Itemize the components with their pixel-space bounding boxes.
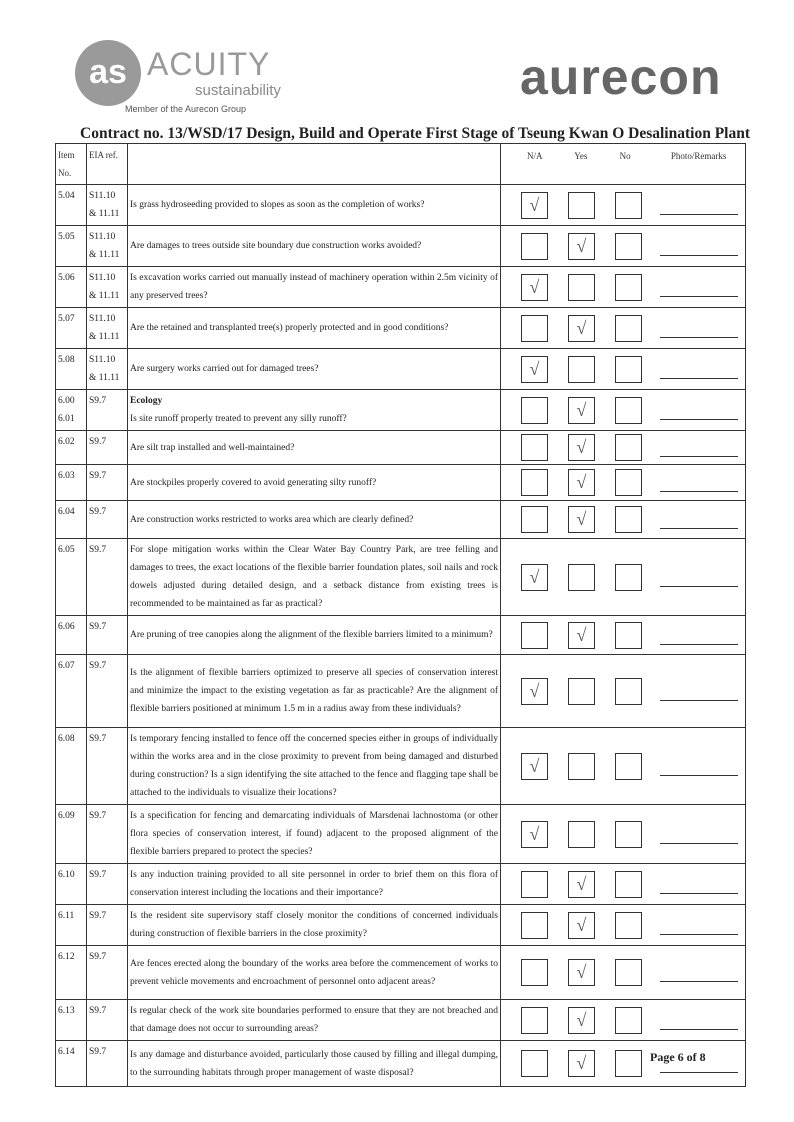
checkbox-na[interactable]: [521, 274, 548, 301]
item-no: 6.10: [56, 864, 87, 905]
question: [128, 539, 501, 616]
checkbox-na[interactable]: [521, 753, 548, 780]
item-no: 6.03: [56, 465, 87, 501]
question: [128, 267, 501, 308]
acuity-logo-mark: as: [75, 40, 141, 106]
question-text: Is regular check of the work site boundaries performed to ensure that they are not breached and that damage does not occur to surrounding areas?: [130, 1006, 498, 1034]
item-no: 5.05: [56, 226, 87, 267]
item-no: 6.12: [56, 946, 87, 1000]
question-text: Is site runoff properly treated to prevent any silly runoff?: [130, 414, 347, 424]
question: [128, 431, 501, 465]
checkbox-na[interactable]: [521, 959, 548, 986]
checklist-table: [55, 143, 746, 1087]
checkbox-na[interactable]: [521, 397, 548, 424]
item-no: 6.06: [56, 616, 87, 655]
checkbox-na[interactable]: [521, 622, 548, 649]
eia-ref: S11.10 & 11.11: [87, 308, 128, 349]
remarks-field[interactable]: [660, 875, 738, 894]
checkbox-na[interactable]: [521, 469, 548, 496]
item-no: 5.07: [56, 308, 87, 349]
checkmark-icon: √: [529, 276, 540, 297]
checkbox-no[interactable]: [615, 821, 642, 848]
checkbox-na[interactable]: [521, 356, 548, 383]
item-no: 6.11: [56, 905, 87, 946]
checkbox-yes[interactable]: [568, 1007, 595, 1034]
remarks-field[interactable]: [660, 278, 738, 297]
checkbox-no[interactable]: [615, 469, 642, 496]
checkbox-yes[interactable]: [568, 274, 595, 301]
table-row: [56, 1041, 746, 1087]
table-row: [56, 465, 746, 501]
checkbox-yes[interactable]: [568, 912, 595, 939]
checkbox-no[interactable]: [615, 912, 642, 939]
remarks-field[interactable]: [660, 438, 738, 457]
eia-ref: S9.7: [87, 501, 128, 539]
checkbox-yes[interactable]: [568, 959, 595, 986]
checkmark-icon: √: [576, 1053, 587, 1073]
checkmark-icon: √: [576, 235, 587, 256]
checkmark-icon: √: [576, 399, 587, 420]
question-text: For slope mitigation works within the Clear Water Bay Country Park, are tree felling and damages to trees, the exact locations of the flexible barrier foundation plates, soil nails and rock dowels adjusted during detailed design, and a setback distance from existing trees is recommended to be maintained as far as practical?: [130, 545, 498, 609]
checkbox-na[interactable]: [521, 315, 548, 342]
checkbox-no[interactable]: [615, 564, 642, 591]
question-text: Are surgery works carried out for damaged trees?: [130, 364, 319, 374]
item-no: 6.08: [56, 728, 87, 805]
question-text: Are fences erected along the boundary of the works area before the commencement of works to prevent vehicle movements and encroachment of personnel onto adjacent areas?: [130, 958, 498, 987]
item-no: 6.05: [56, 539, 87, 616]
table-row: [56, 946, 746, 1000]
checkmark-icon: √: [529, 194, 540, 215]
question-text: Are damages to trees outside site boundary due construction works avoided?: [130, 241, 422, 251]
eia-ref: S9.7: [87, 1000, 128, 1041]
col-na-header: N/A: [527, 151, 543, 161]
checkmark-icon: √: [529, 358, 540, 379]
checkmark-icon: √: [529, 755, 540, 776]
eia-ref: S9.7: [87, 728, 128, 805]
remarks-field[interactable]: [660, 916, 738, 935]
remarks-field[interactable]: [660, 1011, 738, 1030]
remarks-field[interactable]: [660, 825, 738, 844]
checkbox-yes[interactable]: [568, 871, 595, 898]
section-heading: Ecology: [130, 396, 163, 406]
remarks-field[interactable]: [660, 568, 738, 587]
question: [128, 1041, 501, 1087]
question: [128, 946, 501, 1000]
eia-ref: S9.7: [87, 390, 128, 431]
table-row: [56, 905, 746, 946]
question: [128, 308, 501, 349]
checkbox-yes[interactable]: [568, 1050, 595, 1077]
checkbox-yes[interactable]: [568, 821, 595, 848]
checkbox-na[interactable]: [521, 912, 548, 939]
checkbox-yes[interactable]: [568, 469, 595, 496]
checkbox-yes[interactable]: [568, 356, 595, 383]
table-row: [56, 390, 746, 431]
eia-ref: S11.10 & 11.11: [87, 226, 128, 267]
eia-ref: S9.7: [87, 655, 128, 728]
eia-ref: S9.7: [87, 431, 128, 465]
table-row: [56, 349, 746, 390]
checkbox-yes[interactable]: [568, 233, 595, 260]
checkmark-icon: √: [576, 873, 587, 894]
item-no: 6.07: [56, 655, 87, 728]
checkbox-na[interactable]: [521, 434, 548, 461]
acuity-logo: as ACUITY sustainability Member of the Aurecon Group: [75, 38, 265, 118]
checkbox-no[interactable]: [615, 233, 642, 260]
checkbox-no[interactable]: [615, 753, 642, 780]
col-remarks-header: Photo/Remarks: [670, 151, 727, 161]
checkbox-yes[interactable]: [568, 753, 595, 780]
member-text: Member of the Aurecon Group: [125, 104, 247, 114]
checkbox-no[interactable]: [615, 678, 642, 705]
checkbox-no[interactable]: [615, 315, 642, 342]
item-no: 6.00 6.01: [56, 390, 87, 431]
table-row: [56, 1000, 746, 1041]
col-item-header: Item No.: [56, 144, 87, 185]
question: [128, 655, 501, 728]
question-text: Is a specification for fencing and demarcating individuals of Marsdenai lachnostoma (or other flora species of conservation interest, if found) adjacent to the proposed alignment of the flexible barriers prepared to protect the species?: [130, 811, 498, 857]
remarks-field[interactable]: [660, 682, 738, 701]
remarks-field[interactable]: [660, 319, 738, 338]
aurecon-logo: aurecon: [520, 49, 722, 105]
checkbox-no[interactable]: [615, 274, 642, 301]
eia-ref: S9.7: [87, 864, 128, 905]
checkbox-no[interactable]: [615, 506, 642, 533]
checkbox-na[interactable]: [521, 821, 548, 848]
item-no: 5.08: [56, 349, 87, 390]
table-row: [56, 616, 746, 655]
col-yes-header: Yes: [574, 151, 588, 161]
question: [128, 226, 501, 267]
checkbox-na[interactable]: [521, 1007, 548, 1034]
eia-ref: S9.7: [87, 616, 128, 655]
item-no: 6.13: [56, 1000, 87, 1041]
checkmark-icon: √: [529, 680, 540, 701]
remarks-field[interactable]: [660, 757, 738, 776]
question-text: Is excavation works carried out manually instead of machinery operation within 2.5m vicinity of any preserved trees?: [130, 273, 498, 301]
checkbox-yes[interactable]: [568, 622, 595, 649]
checkbox-yes[interactable]: [568, 434, 595, 461]
question: [128, 349, 501, 390]
checkbox-no[interactable]: [615, 871, 642, 898]
checkbox-yes[interactable]: [568, 678, 595, 705]
question: [128, 465, 501, 501]
checkmark-icon: √: [576, 962, 587, 982]
table-row: [56, 431, 746, 465]
question: [128, 864, 501, 905]
question-text: Is any induction training provided to all site personnel in order to brief them on this flora of conservation interest including the locations and their importance?: [130, 870, 498, 898]
remarks-field[interactable]: [660, 401, 738, 420]
table-row: [56, 728, 746, 805]
remarks-field[interactable]: [660, 360, 738, 379]
remarks-field[interactable]: [660, 626, 738, 645]
eia-ref: S9.7: [87, 905, 128, 946]
eia-ref: S9.7: [87, 539, 128, 616]
table-row: [56, 185, 746, 226]
checkbox-yes[interactable]: [568, 192, 595, 219]
checkbox-na[interactable]: [521, 678, 548, 705]
question-text: Are stockpiles properly covered to avoid generating silty runoff?: [130, 477, 377, 488]
question-text: Is the alignment of flexible barriers optimized to preserve all species of conservation interest and minimize the impact to the existing vegetation as far as practicable? Are the alignment of flexible barriers positioned at minimum 1.5 m in a radius away from these individuals?: [130, 668, 498, 714]
checkbox-na[interactable]: [521, 506, 548, 533]
question: [128, 1000, 501, 1041]
question-text: Are silt trap installed and well-maintained?: [130, 442, 295, 453]
checkbox-no[interactable]: [615, 1007, 642, 1034]
checkbox-na[interactable]: [521, 1050, 548, 1077]
table-header-row: [56, 144, 746, 185]
question: [128, 390, 501, 431]
table-row: [56, 655, 746, 728]
question-text: Are the retained and transplanted tree(s) properly protected and in good conditions?: [130, 323, 449, 333]
checkbox-no[interactable]: [615, 622, 642, 649]
checkmark-icon: √: [576, 624, 587, 645]
eia-ref: S11.10 & 11.11: [87, 349, 128, 390]
eia-ref: S11.10 & 11.11: [87, 267, 128, 308]
item-no: 6.04: [56, 501, 87, 539]
checkbox-no[interactable]: [615, 1050, 642, 1077]
question-text: Is any damage and disturbance avoided, particularly those caused by filling and illegal dumping, to the surrounding habitats through proper management of waste disposal?: [130, 1049, 498, 1078]
question: [128, 185, 501, 226]
col-eia-header: EIA ref.: [87, 144, 128, 185]
checkbox-no[interactable]: [615, 434, 642, 461]
checkbox-yes[interactable]: [568, 506, 595, 533]
checkbox-no[interactable]: [615, 397, 642, 424]
eia-ref: S11.10 & 11.11: [87, 185, 128, 226]
question: [128, 805, 501, 864]
checkmark-icon: √: [576, 317, 587, 338]
checkmark-icon: √: [576, 1009, 587, 1030]
checkbox-yes[interactable]: [568, 397, 595, 424]
eia-ref: S9.7: [87, 946, 128, 1000]
remarks-field[interactable]: [660, 473, 738, 492]
table-row: [56, 864, 746, 905]
checkmark-icon: √: [576, 914, 587, 935]
item-no: 5.06: [56, 267, 87, 308]
question-text: Is the resident site supervisory staff closely monitor the conditions of concerned individuals during construction of flexible barriers in the close proximity?: [130, 911, 498, 939]
checkmark-icon: √: [576, 437, 587, 457]
col-no-header: No: [619, 151, 631, 161]
checkmark-icon: √: [576, 509, 587, 529]
checkbox-yes[interactable]: [568, 564, 595, 591]
eia-ref: S9.7: [87, 465, 128, 501]
checkmark-icon: √: [576, 472, 587, 492]
checkbox-na[interactable]: [521, 192, 548, 219]
checkbox-no[interactable]: [615, 192, 642, 219]
question-text: Are construction works restricted to works area which are clearly defined?: [130, 514, 414, 525]
question: [128, 905, 501, 946]
item-no: 6.09: [56, 805, 87, 864]
question: [128, 616, 501, 655]
page-number: Page 6 of 8: [650, 1050, 706, 1064]
eia-ref: S9.7: [87, 1041, 128, 1087]
table-row: [56, 539, 746, 616]
table-row: [56, 501, 746, 539]
checkbox-na[interactable]: [521, 871, 548, 898]
item-no: 5.04: [56, 185, 87, 226]
question-text: Is temporary fencing installed to fence off the concerned species either in groups of individually within the works area and in the close proximity to prevent from being damaged and disturbed during construction? Is a sign identifying the site attached to the fence and flagging tape shall be attached to the individuals to visualize their locations?: [130, 734, 498, 798]
question-text: Are pruning of tree canopies along the alignment of the flexible barriers limited to a minimum?: [130, 630, 493, 640]
contract-title: Contract no. 13/WSD/17 Design, Build and Operate First Stage of Tseung Kwan O Desalination Plant: [80, 125, 751, 142]
checkbox-no[interactable]: [615, 959, 642, 986]
table-row: [56, 267, 746, 308]
eia-ref: S9.7: [87, 805, 128, 864]
remarks-field[interactable]: [660, 510, 738, 529]
item-no: 6.14: [56, 1041, 87, 1087]
table-row: [56, 805, 746, 864]
checkbox-na[interactable]: [521, 233, 548, 260]
question-text: Is grass hydroseeding provided to slopes as soon as the completion of works?: [130, 200, 425, 210]
table-row: [56, 308, 746, 349]
table-row: [56, 226, 746, 267]
question: [128, 728, 501, 805]
remarks-field[interactable]: [660, 963, 738, 982]
remarks-field[interactable]: [660, 237, 738, 256]
remarks-field[interactable]: [660, 196, 738, 215]
item-no: 6.02: [56, 431, 87, 465]
checkmark-icon: √: [529, 566, 540, 587]
checkbox-no[interactable]: [615, 356, 642, 383]
checkbox-na[interactable]: [521, 564, 548, 591]
checkmark-icon: √: [529, 823, 540, 844]
checkbox-yes[interactable]: [568, 315, 595, 342]
question: [128, 501, 501, 539]
